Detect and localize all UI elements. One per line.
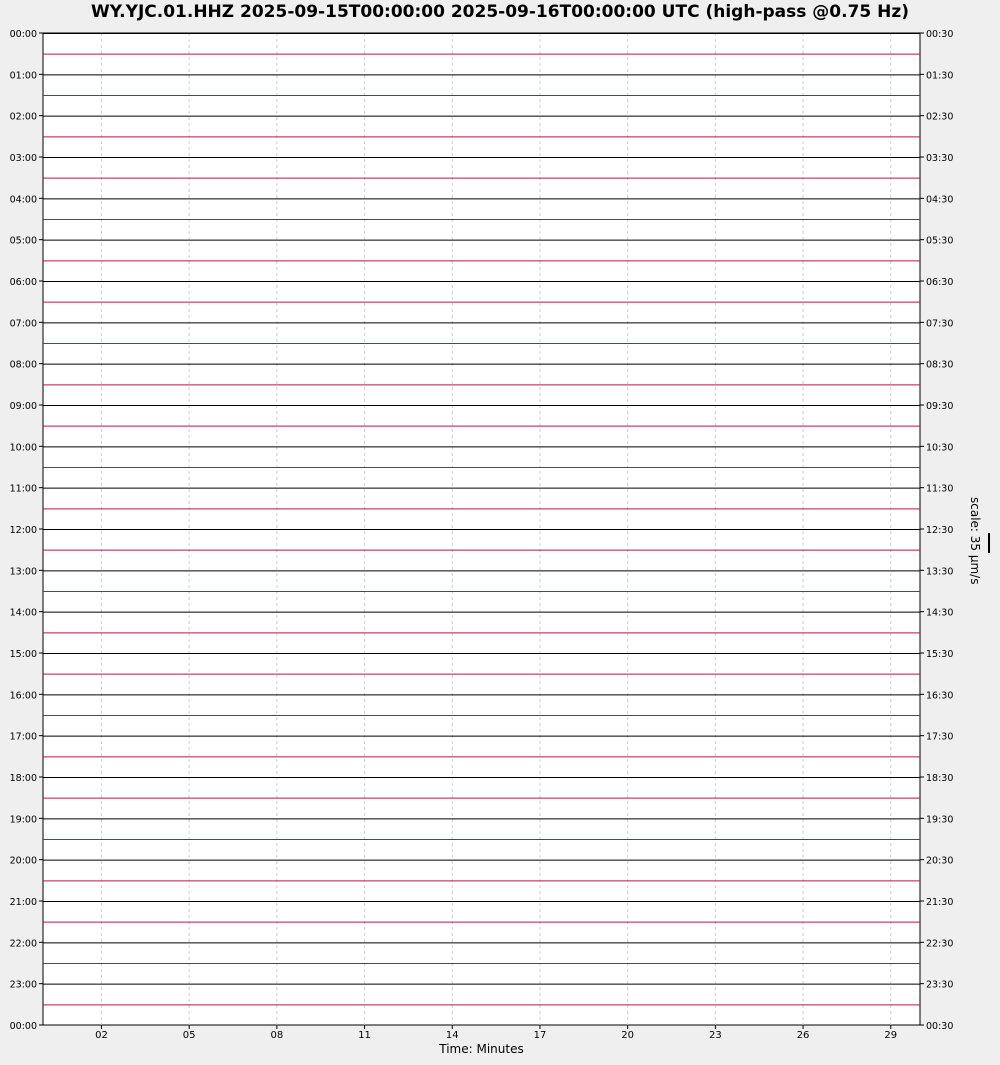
- y-tick-label-left: 08:00: [9, 359, 37, 371]
- y-tick-label-right: 10:30: [926, 442, 954, 454]
- y-tick-label-left: 11:00: [9, 483, 37, 495]
- y-tick-label-left: 02:00: [9, 111, 37, 123]
- y-tick-label-right: 18:30: [926, 773, 954, 784]
- y-tick-label-left: 00:00: [9, 1021, 37, 1032]
- y-tick-label-right: 11:30: [926, 483, 954, 495]
- y-tick-label-right: 04:30: [926, 194, 954, 206]
- y-tick-label-right: 00:30: [926, 29, 954, 40]
- y-tick-label-right: 08:30: [926, 359, 954, 371]
- y-tick-label-right: 12:30: [926, 525, 954, 536]
- y-tick-label-left: 04:00: [9, 194, 37, 206]
- x-tick-label: 11: [358, 1030, 371, 1041]
- scale-label: scale: 35 µm/s: [968, 497, 982, 585]
- y-tick-label-left: 16:00: [9, 690, 37, 702]
- y-tick-label-right: 07:30: [926, 318, 954, 330]
- y-tick-label-right: 05:30: [926, 235, 954, 247]
- y-tick-label-left: 18:00: [9, 773, 37, 784]
- y-tick-label-left: 07:00: [9, 318, 37, 330]
- y-tick-label-left: 12:00: [9, 525, 37, 536]
- x-tick-label: 14: [445, 1030, 459, 1041]
- x-axis-label: Time: Minutes: [439, 1042, 524, 1056]
- y-tick-label-right: 16:30: [926, 690, 954, 702]
- y-tick-label-right: 17:30: [926, 731, 954, 743]
- y-tick-label-right: 01:30: [926, 70, 954, 82]
- y-tick-label-left: 15:00: [9, 649, 37, 660]
- x-tick-label: 08: [270, 1030, 284, 1041]
- y-tick-label-left: 09:00: [9, 401, 37, 412]
- chart-title: WY.YJC.01.HHZ 2025-09-15T00:00:00 2025-09-16T00:00:00 UTC (high-pass @0.75 Hz): [90, 2, 910, 22]
- x-tick-label: 23: [708, 1030, 722, 1041]
- y-tick-label-left: 22:00: [9, 938, 37, 950]
- y-tick-label-left: 14:00: [9, 607, 37, 619]
- y-ticks-right: [920, 29, 953, 1032]
- y-tick-label-left: 03:00: [9, 153, 37, 164]
- y-tick-label-left: 17:00: [9, 731, 37, 743]
- y-tick-label-left: 19:00: [9, 814, 37, 826]
- y-tick-label-left: 01:00: [9, 70, 37, 82]
- y-tick-label-left: 23:00: [9, 979, 37, 991]
- y-tick-label-right: 20:30: [926, 855, 954, 867]
- y-ticks-left: [10, 29, 43, 1032]
- y-tick-label-right: 02:30: [926, 111, 954, 123]
- y-tick-label-left: 10:00: [9, 442, 37, 454]
- x-tick-label: 26: [796, 1030, 810, 1041]
- x-tick-label: 29: [884, 1030, 898, 1041]
- y-tick-label-right: 23:30: [926, 979, 954, 991]
- scale-bar: [988, 533, 990, 553]
- x-ticks: [95, 1025, 897, 1041]
- y-tick-label-left: 06:00: [9, 277, 37, 288]
- x-tick-label: 20: [621, 1030, 635, 1041]
- y-tick-label-left: 13:00: [9, 566, 37, 578]
- y-tick-label-right: 19:30: [926, 814, 954, 826]
- y-tick-label-right: 00:30: [926, 1021, 954, 1032]
- y-tick-label-right: 22:30: [926, 938, 954, 950]
- y-tick-label-right: 13:30: [926, 566, 954, 578]
- y-tick-label-left: 21:00: [9, 897, 37, 908]
- y-tick-label-right: 21:30: [926, 897, 954, 908]
- y-tick-label-right: 14:30: [926, 607, 954, 619]
- y-tick-label-left: 00:00: [9, 29, 37, 40]
- y-tick-label-right: 09:30: [926, 401, 954, 412]
- y-tick-label-left: 05:00: [9, 235, 37, 247]
- x-tick-label: 05: [182, 1030, 196, 1041]
- y-tick-label-right: 15:30: [926, 649, 954, 660]
- y-tick-label-left: 20:00: [9, 855, 37, 867]
- x-tick-label: 17: [533, 1030, 547, 1041]
- y-tick-label-right: 03:30: [926, 153, 954, 164]
- x-tick-label: 02: [95, 1030, 108, 1041]
- y-tick-label-right: 06:30: [926, 277, 954, 288]
